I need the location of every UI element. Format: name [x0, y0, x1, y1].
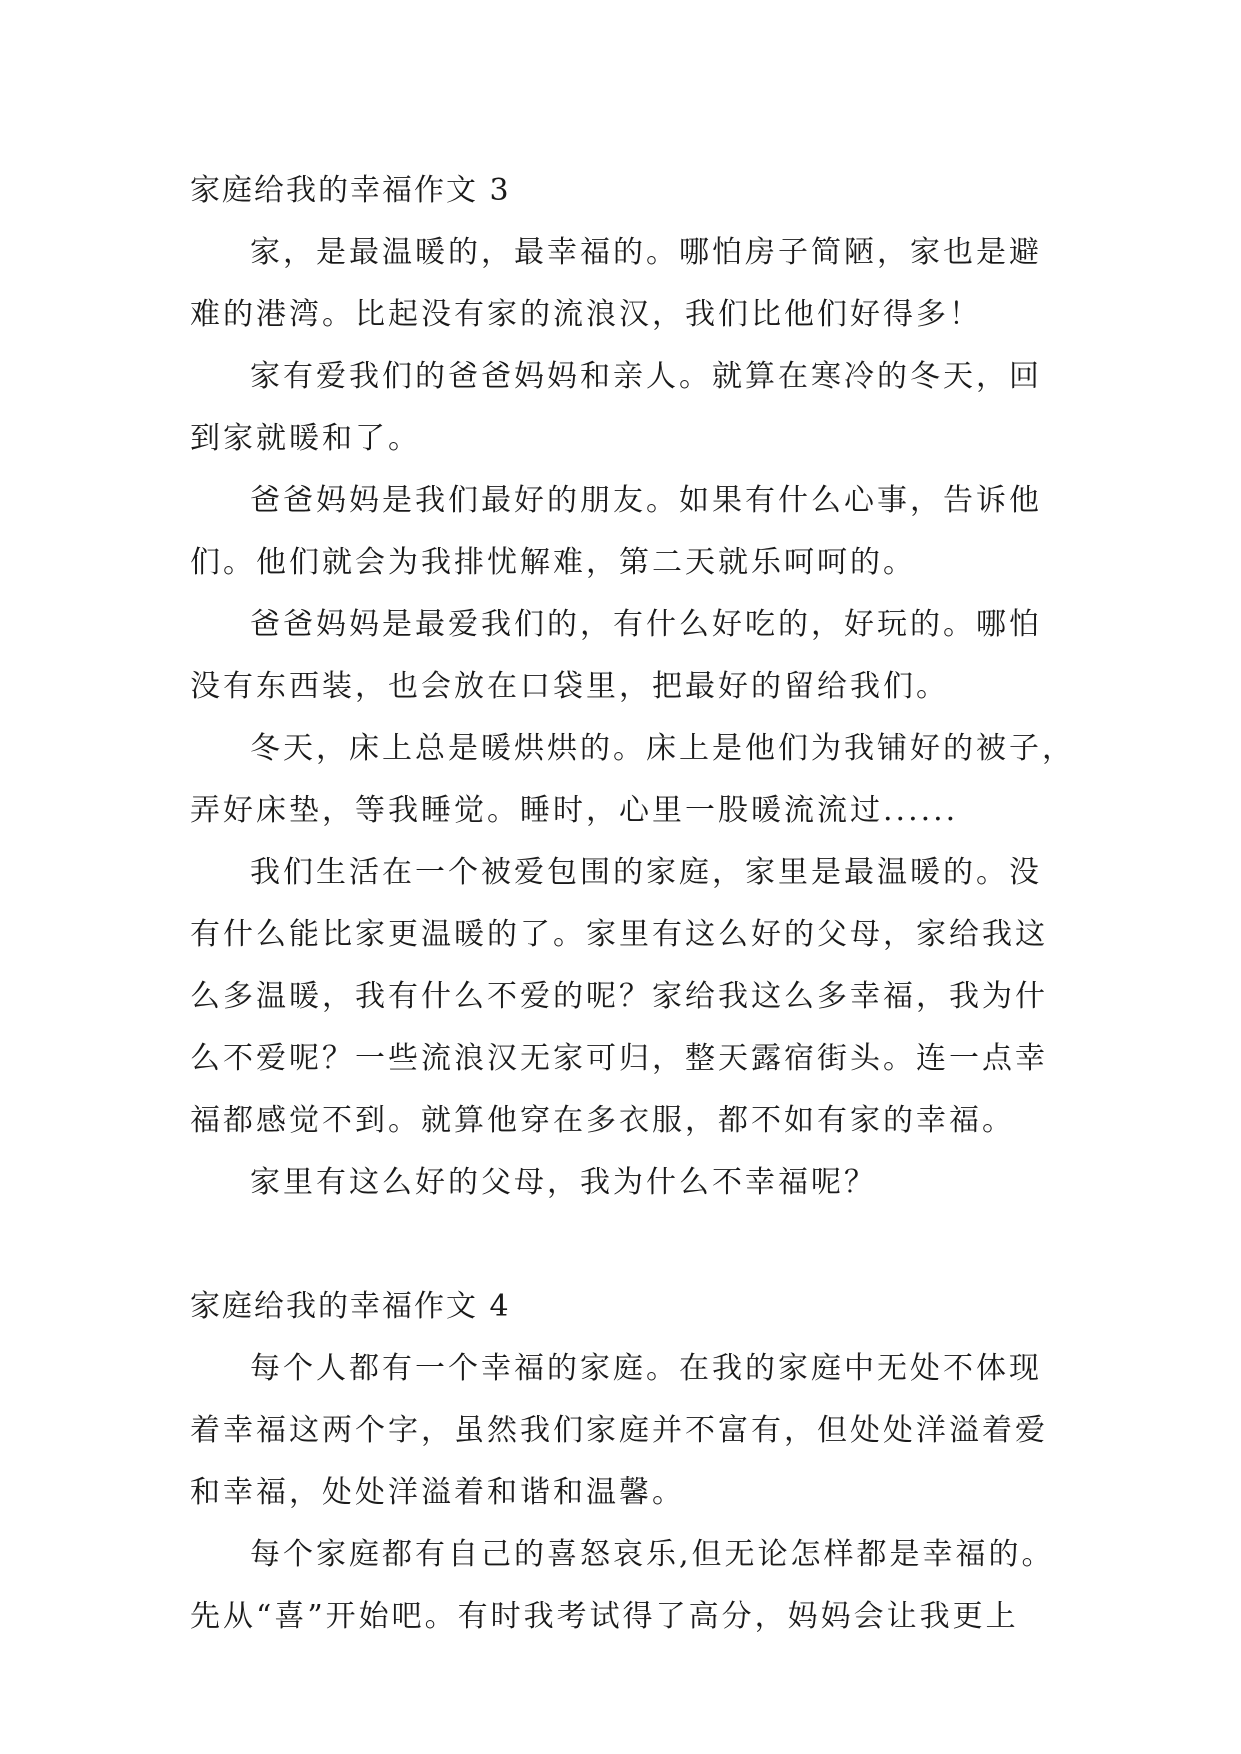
- text-line: 到家就暖和了。: [190, 421, 421, 456]
- paragraph: [190, 718, 1075, 842]
- section-title-3: 家庭给我的幸福作文 3: [190, 173, 511, 208]
- text-line: 么不爱呢？一些流浪汉无家可归，整天露宿街头。连一点幸: [190, 1041, 1048, 1076]
- text-line: 每个家庭都有自己的喜怒哀乐,但无论怎样都是幸福的。: [250, 1537, 1055, 1572]
- text-line: 爸爸妈妈是最爱我们的，有什么好吃的，好玩的。哪怕: [250, 607, 1042, 642]
- text-line: 爸爸妈妈是我们最好的朋友。如果有什么心事，告诉他: [250, 483, 1042, 518]
- paragraph: [190, 1338, 1052, 1524]
- text-line: 没有东西装，也会放在口袋里，把最好的留给我们。: [190, 669, 949, 704]
- document-body: [190, 160, 1075, 1648]
- text-line: 福都感觉不到。就算他穿在多衣服，都不如有家的幸福。: [190, 1103, 1015, 1138]
- text-line: 弄好床垫，等我睡觉。睡时，心里一股暖流流过......: [190, 793, 959, 828]
- text-line: 家，是最温暖的，最幸福的。哪怕房子简陋，家也是避: [250, 235, 1042, 270]
- paragraph: [190, 346, 1052, 470]
- text-line: 家有爱我们的爸爸妈妈和亲人。就算在寒冷的冬天，回: [250, 359, 1042, 394]
- text-line: 难的港湾。比起没有家的流浪汉，我们比他们好得多！: [190, 297, 982, 332]
- text-line: 着幸福这两个字，虽然我们家庭并不富有，但处处洋溢着爱: [190, 1413, 1048, 1448]
- text-line: 先从“喜”开始吧。有时我考试得了高分，妈妈会让我更上: [190, 1599, 1019, 1634]
- text-line: 每个人都有一个幸福的家庭。在我的家庭中无处不体现: [250, 1351, 1042, 1386]
- paragraph: [190, 1152, 1052, 1214]
- text-line: 冬天，床上总是暖烘烘的。床上是他们为我铺好的被子，: [250, 731, 1075, 766]
- text-line: 和幸福，处处洋溢着和谐和温馨。: [190, 1475, 685, 1510]
- text-line: 有什么能比家更温暖的了。家里有这么好的父母，家给我这: [190, 917, 1048, 952]
- paragraph: [190, 222, 1052, 346]
- paragraph: [190, 594, 1052, 718]
- section-title-4: 家庭给我的幸福作文 4: [190, 1289, 511, 1324]
- text-line: 么多温暖，我有什么不爱的呢？家给我这么多幸福，我为什: [190, 979, 1048, 1014]
- text-line: 家里有这么好的父母，我为什么不幸福呢？: [250, 1165, 877, 1200]
- paragraph: [190, 1524, 1055, 1648]
- text-line: 我们生活在一个被爱包围的家庭，家里是最温暖的。没: [250, 855, 1042, 890]
- paragraph: [190, 470, 1052, 594]
- paragraph: [190, 842, 1052, 1152]
- text-line: 们。他们就会为我排忧解难，第二天就乐呵呵的。: [190, 545, 916, 580]
- section-spacer: [190, 1214, 1052, 1276]
